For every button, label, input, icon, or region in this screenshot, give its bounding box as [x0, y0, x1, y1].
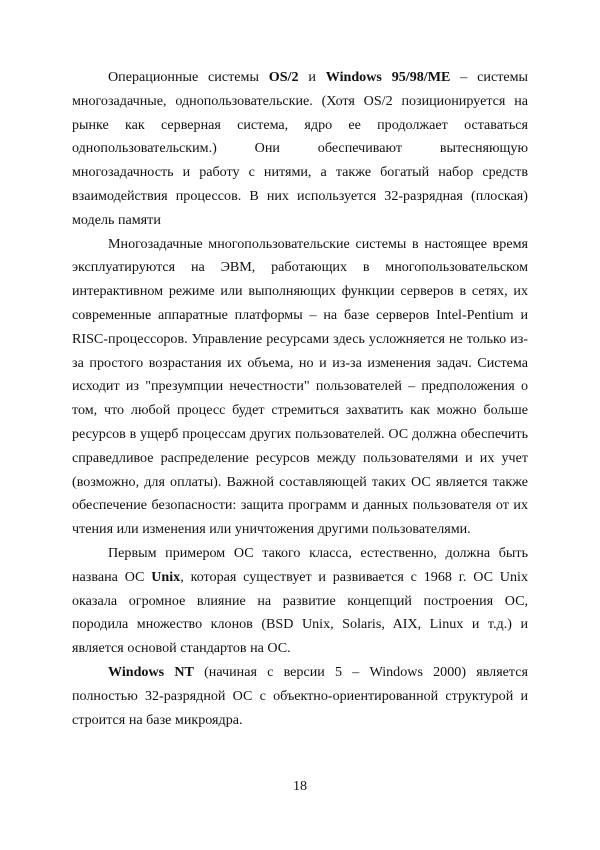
term-windows-nt: Windows NT: [108, 663, 194, 680]
text-segment: (начиная с версии 5 – Windows 2000) является полностью 32-разрядной ОС с объектно-ориентированной структурой и строится на базе микроядра.: [72, 663, 529, 728]
paragraph-unix: [72, 542, 528, 661]
text-segment: Операционные системы: [108, 69, 269, 85]
term-os2: OS/2: [268, 69, 299, 85]
term-windows-95-98-me: Windows 95/98/ME: [325, 69, 451, 85]
text-segment: и: [298, 69, 326, 85]
text-segment: , которая существует и развивается с 1968 г. ОС Unix оказала огромное влияние на развитие концепций построения ОС, породила множество клонов (BSD Unix, Solaris, AIX, Linux и т.д.) и является основой стандартов на ОС.: [72, 568, 528, 657]
page-body: [72, 66, 528, 732]
paragraph-multiuser-systems: [72, 233, 528, 542]
text-segment: – системы многозадачные, однопользовательские. (Хотя OS/2 позиционируется на рынке как серверная система, ядро ее продолжает оставаться однопользовательским.) Они обеспечивают вытесняющую многозадачность и работу с нитями, а также богатый набор средств взаимодействия процессов. В них используется 32-разрядная (плоская) модель памяти: [72, 69, 529, 228]
text-segment: Многозадачные многопользовательские системы в настоящее время эксплуатируются на ЭВМ, работающих в многопользовательском интерактивном режиме или выполняющих функции серверов в сетях, их современные аппаратные платформы – на базе серверов Intel-Pentium и RISC-процессоров. Управление ресурсами здесь усложняется не только из-за простого возрастания их объема, но и из-за изменения задач. Система исходит из "презумпции нечестности" пользователей – предположения о том, что любой процесс будет стремиться захватить как можно больше ресурсов в ущерб процессам других пользователей. ОС должна обеспечить справедливое распределение ресурсов между пользователями и их учет (возможно, для оплаты). Важной составляющей таких ОС является также обеспечение безопасности: защита программ и данных пользователя от их чтения или изменения или уничтожения другими пользователями.: [72, 235, 528, 538]
term-unix: Unix: [151, 568, 181, 585]
paragraph-os2-windows: [72, 66, 528, 233]
page-number: 18: [292, 778, 308, 794]
text-segment: Первым примером ОС такого класса, естественно, должна быть названа ОС: [72, 544, 528, 585]
paragraph-windows-nt: [72, 661, 528, 732]
